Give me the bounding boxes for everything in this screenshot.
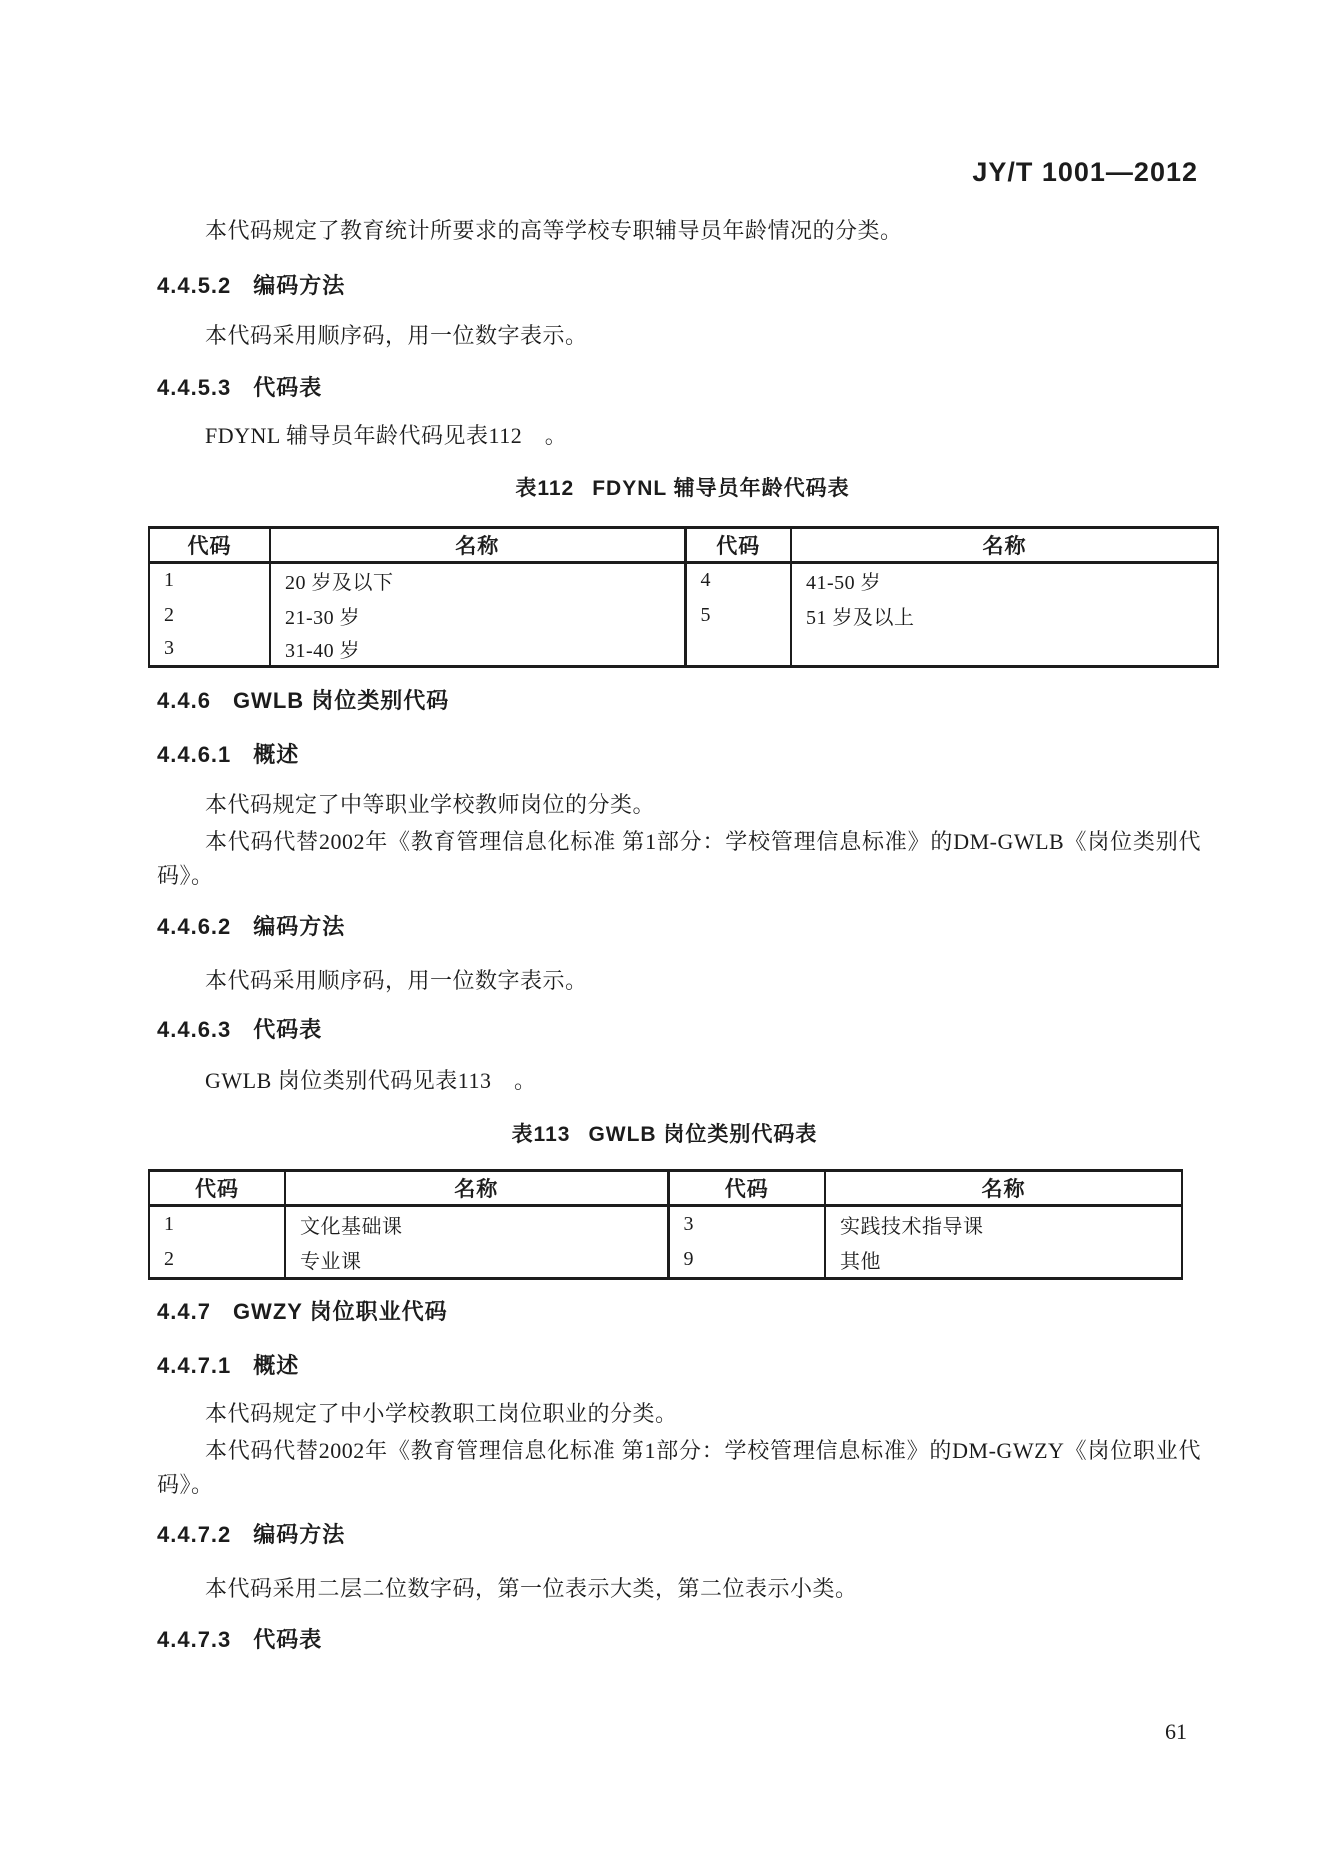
- heading-447: [157, 1297, 1201, 1327]
- paragraph-4453: FDYNL 辅导员年龄代码见表112 。: [205, 423, 568, 448]
- column-header-code: 代码: [149, 1171, 285, 1206]
- table-113-caption: [148, 1120, 1181, 1150]
- paragraph-4472: 本代码采用二层二位数字码，第一位表示大类，第二位表示小类。: [205, 1576, 858, 1601]
- paragraph-4462: 本代码采用顺序码，用一位数字表示。: [205, 968, 588, 993]
- heading-title: GWLB 岗位类别代码: [232, 688, 450, 713]
- heading-number: 4.4.6.2: [157, 914, 232, 939]
- table-header-row: [149, 528, 1218, 563]
- paragraph-4471-replace: 本代码代替2002年《教育管理信息化标准 第1部分：学校管理信息标准》的DM-GWZY《岗位职业代码》。: [157, 1438, 1201, 1497]
- heading-title: 编码方法: [253, 273, 346, 298]
- heading-4473: [157, 1625, 1201, 1655]
- heading-number: 4.4.7: [157, 1299, 211, 1324]
- heading-title: 代码表: [253, 1017, 323, 1042]
- cell-name: 20 岁及以下: [270, 563, 685, 598]
- column-header-code: 代码: [685, 528, 791, 563]
- cell-name: 其他: [825, 1242, 1182, 1279]
- cell-code: 5: [685, 598, 791, 633]
- cell-code: 3: [164, 637, 175, 660]
- heading-4471: [157, 1351, 1201, 1381]
- cell-name: [791, 633, 1218, 667]
- cell-name: 实践技术指导课: [825, 1206, 1182, 1242]
- standard-number-header: JY/T 1001—2012: [972, 157, 1198, 187]
- cell-name: 文化基础课: [285, 1206, 668, 1242]
- heading-4452: [157, 271, 1201, 301]
- table-row: [149, 1206, 1182, 1242]
- cell-name: 21-30 岁: [270, 598, 685, 633]
- table-header-row: [149, 1171, 1182, 1206]
- heading-number: 4.4.5.3: [157, 375, 232, 400]
- column-header-code: 代码: [149, 528, 270, 563]
- cell-name: 51 岁及以上: [791, 598, 1218, 633]
- table-row: [149, 633, 1218, 667]
- heading-title: 概述: [253, 742, 300, 767]
- heading-number: 4.4.6.1: [157, 742, 232, 767]
- heading-title: 代码表: [253, 375, 323, 400]
- column-header-name: 名称: [270, 528, 685, 563]
- cell-name: 专业课: [285, 1242, 668, 1279]
- heading-4463: [157, 1015, 1201, 1045]
- cell-code: 1: [164, 569, 175, 592]
- cell-code: 2: [164, 603, 175, 626]
- table-label: 表113: [511, 1123, 571, 1146]
- heading-title: 代码表: [253, 1627, 323, 1652]
- heading-title: 编码方法: [253, 914, 346, 939]
- cell-code: 2: [164, 1247, 175, 1270]
- cell-name: 41-50 岁: [791, 563, 1218, 598]
- heading-4462: [157, 912, 1201, 942]
- cell-code: 9: [668, 1242, 825, 1279]
- heading-number: 4.4.7.1: [157, 1353, 232, 1378]
- heading-title: GWZY 岗位职业代码: [232, 1299, 448, 1324]
- heading-446: [157, 686, 1201, 716]
- table-label: 表112: [515, 477, 575, 500]
- heading-number: 4.4.6: [157, 688, 211, 713]
- heading-number: 4.4.7.2: [157, 1522, 232, 1547]
- table-112-caption: [148, 474, 1217, 504]
- cell-code: 1: [164, 1212, 175, 1235]
- column-header-name: 名称: [825, 1171, 1182, 1206]
- cell-name: 31-40 岁: [270, 633, 685, 667]
- table-row: [149, 563, 1218, 598]
- table-row: [149, 1242, 1182, 1279]
- paragraph-fdynl-scope: 本代码规定了教育统计所要求的高等学校专职辅导员年龄情况的分类。: [205, 218, 903, 243]
- cell-code: 4: [685, 563, 791, 598]
- table-row: [149, 598, 1218, 633]
- paragraph-4471-scope: 本代码规定了中小学校教职工岗位职业的分类。: [205, 1401, 678, 1426]
- column-header-name: 名称: [791, 528, 1218, 563]
- cell-code: [685, 633, 791, 667]
- table-112: [148, 526, 1219, 668]
- heading-number: 4.4.5.2: [157, 273, 232, 298]
- heading-4472: [157, 1520, 1201, 1550]
- column-header-name: 名称: [285, 1171, 668, 1206]
- heading-4461: [157, 740, 1201, 770]
- heading-4453: [157, 373, 1201, 403]
- heading-title: 概述: [253, 1353, 300, 1378]
- heading-number: 4.4.6.3: [157, 1017, 232, 1042]
- page-number: 61: [1165, 1719, 1187, 1744]
- column-header-code: 代码: [668, 1171, 825, 1206]
- paragraph-4463: GWLB 岗位类别代码见表113 。: [205, 1068, 537, 1093]
- paragraph-4461-scope: 本代码规定了中等职业学校教师岗位的分类。: [205, 792, 656, 817]
- paragraph-4461-replace: 本代码代替2002年《教育管理信息化标准 第1部分：学校管理信息标准》的DM-GWLB《岗位类别代码》。: [157, 829, 1201, 888]
- paragraph-4452: 本代码采用顺序码，用一位数字表示。: [205, 323, 588, 348]
- table-title: GWLB 岗位类别代码表: [588, 1123, 818, 1146]
- table-113: [148, 1169, 1183, 1280]
- cell-code: 3: [668, 1206, 825, 1242]
- heading-number: 4.4.7.3: [157, 1627, 232, 1652]
- heading-title: 编码方法: [253, 1522, 346, 1547]
- table-title: FDYNL 辅导员年龄代码表: [592, 477, 850, 500]
